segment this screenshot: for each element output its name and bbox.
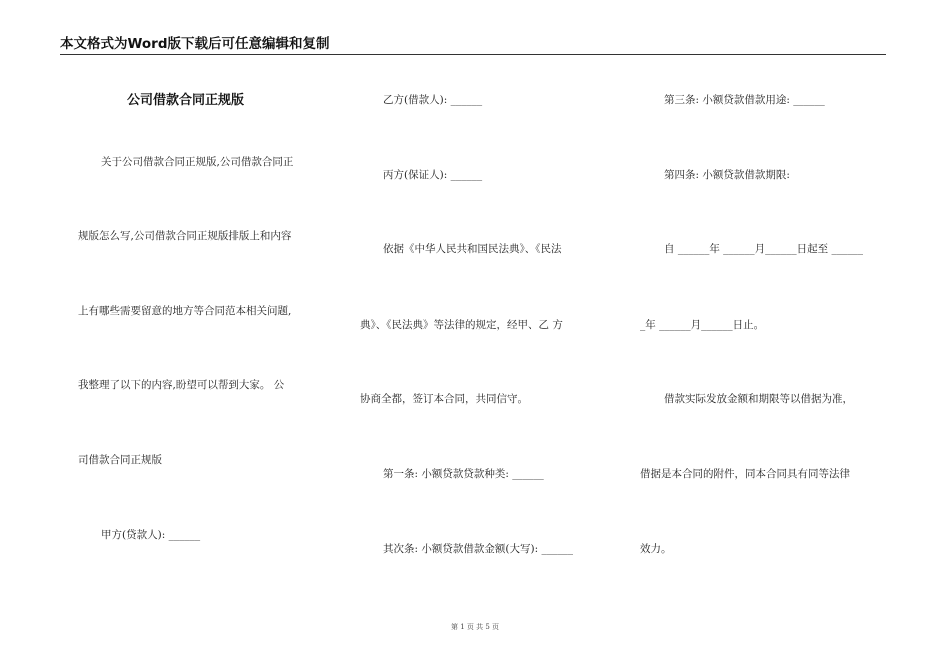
body-line: 丙方(保证人): ______: [383, 169, 483, 181]
body-line: 规版怎么写,公司借款合同正规版排版上和内容: [78, 230, 292, 242]
body-line: 第四条: 小额贷款借款期限:: [664, 169, 790, 181]
header-title: 本文格式为Word版下载后可任意编辑和复制: [60, 36, 330, 52]
body-line: 上有哪些需要留意的地方等合同范本相关问题,: [78, 305, 292, 317]
body-line: 效力。: [640, 543, 672, 555]
document-title: 公司借款合同正规版: [127, 93, 245, 108]
body-line: 借款实际发放金额和期限等以借据为准，: [664, 393, 853, 405]
page-footer: 第 1 页 共 5 页: [450, 623, 500, 631]
body-line: 协商全都，签订本合同，共同信守。: [360, 393, 528, 405]
body-line: 关于公司借款合同正规版,公司借款合同正: [101, 156, 294, 168]
body-line: 乙方(借款人): ______: [383, 94, 483, 106]
body-line: 第一条: 小额贷款贷款种类: ______: [383, 468, 544, 480]
body-line: 我整理了以下的内容,盼望可以帮到大家。 公: [78, 379, 285, 391]
body-line: 其次条: 小额贷款借款金额(大写): ______: [383, 543, 573, 555]
body-line: _年 ______月______日止。: [640, 319, 765, 331]
body-line: 借据是本合同的附件，同本合同具有同等法律: [640, 468, 850, 480]
body-line: 甲方(贷款人): ______: [101, 529, 201, 541]
body-line: 自 ______年 ______月______日起至 ______: [664, 243, 864, 255]
body-line: 司借款合同正规版: [78, 454, 162, 466]
column-1: [0, 0, 330, 640]
column-2: [340, 0, 630, 640]
body-line: 依据《中华人民共和国民法典》、《民法: [383, 243, 562, 255]
body-line: 典》、《民法典》等法律的规定，经甲、乙 方: [360, 319, 563, 331]
body-line: 第三条: 小额贷款借款用途: ______: [664, 94, 825, 106]
column-3: [630, 0, 900, 640]
